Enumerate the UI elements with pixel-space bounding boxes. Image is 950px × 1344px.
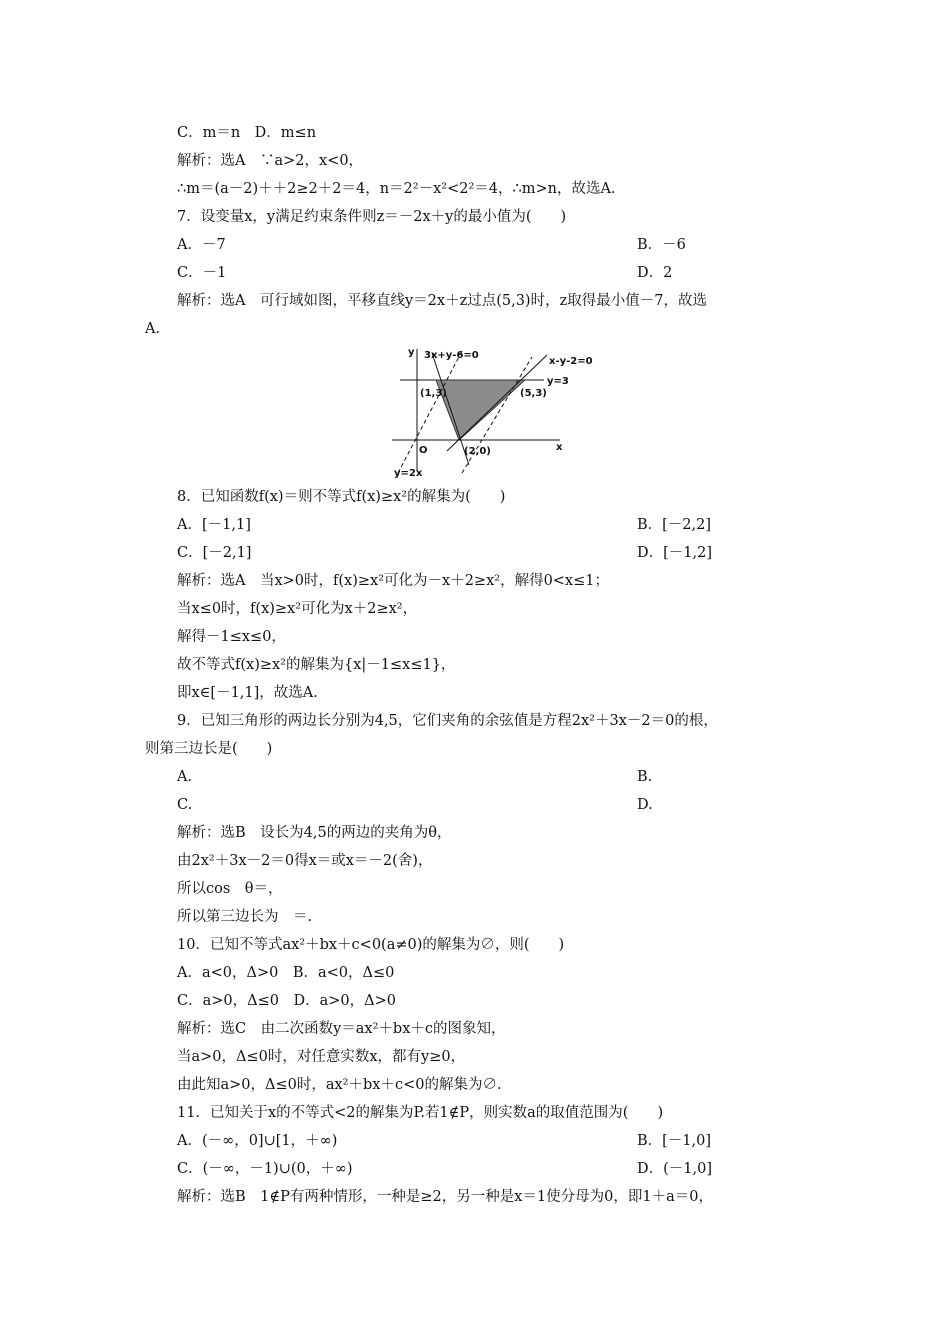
option-row <box>177 543 712 563</box>
text-line: 所以第三边长为 ＝. <box>177 909 313 925</box>
y-axis-label: y <box>408 347 415 358</box>
question-11: 11．已知关于x的不等式<2的解集为P.若1∉P，则实数a的取值范围为( ) <box>177 1105 664 1121</box>
text-line: 当x≤0时，f(x)≥x²可化为x＋2≥x²， <box>177 601 418 617</box>
option-row <box>177 767 653 787</box>
line-label: y=2x <box>394 468 423 479</box>
text-line: A. <box>145 321 161 337</box>
text-line: 当a>0，Δ≤0时，对任意实数x，都有y≥0， <box>177 1049 466 1065</box>
question-10: 10．已知不等式ax²＋bx＋c<0(a≠0)的解集为∅，则( ) <box>177 937 565 953</box>
question-7: 7．设变量x，y满足约束条件则z＝－2x＋y的最小值为( ) <box>177 209 567 225</box>
text-line: 解析：选A 当x>0时，f(x)≥x²可化为－x＋2≥x²，解得0<x≤1； <box>177 573 609 589</box>
option-row <box>177 1159 712 1179</box>
option-c: C．(－∞，－1)∪(0，＋∞) <box>177 1161 353 1177</box>
option-c: C．[－2,1] <box>177 545 252 561</box>
option-b: B．－6 <box>637 237 686 253</box>
text-line: 解析：选B 设长为4,5的两边的夹角为θ， <box>177 825 452 841</box>
option-row <box>177 795 653 815</box>
text-line: 所以cos θ＝， <box>177 881 283 897</box>
option-b: B．[－2,2] <box>637 517 712 533</box>
text-line: C．m＝n D．m≤n <box>177 125 317 141</box>
text-line: 由2x²＋3x－2＝0得x＝或x＝－2(舍)， <box>177 853 433 869</box>
option-c: C．－1 <box>177 265 227 281</box>
point-label: (5,3) <box>520 388 547 399</box>
text-line: 解得－1≤x≤0， <box>177 629 286 645</box>
point-label: (1,3) <box>420 388 447 399</box>
option-a: A. <box>177 769 193 785</box>
question-9: 9．已知三角形的两边长分别为4,5，它们夹角的余弦值是方程2x²＋3x－2＝0的根， <box>177 713 718 729</box>
text-line: 则第三边长是( ) <box>145 741 273 757</box>
option-row: A．a<0，Δ>0 B．a<0，Δ≤0 <box>177 965 395 981</box>
option-d: D．[－1,2] <box>637 545 712 561</box>
feasible-region-figure <box>392 343 602 480</box>
point-label: (2,0) <box>464 446 491 457</box>
origin-label: O <box>419 445 428 456</box>
x-axis-label: x <box>556 442 563 453</box>
option-c: C. <box>177 797 193 813</box>
text-line: 解析：选B 1∉P有两种情形，一种是≥2，另一种是x＝1使分母为0，即1＋a＝0， <box>177 1189 713 1205</box>
question-8: 8．已知函数f(x)＝则不等式f(x)≥x²的解集为( ) <box>177 489 506 505</box>
text-line: 即x∈[－1,1]，故选A. <box>177 685 318 701</box>
option-b: B．[－1,0] <box>637 1133 712 1149</box>
text-line: 解析：选C 由二次函数y＝ax²＋bx＋c的图象知， <box>177 1021 506 1037</box>
text-line: ∴m＝(a－2)＋＋2≥2＋2＝4，n＝2²－x²<2²＝4，∴m>n，故选A. <box>177 181 616 197</box>
option-row <box>177 235 686 255</box>
text-line: 解析：选A 可行域如图，平移直线y＝2x＋z过点(5,3)时，z取得最小值－7，故选 <box>177 293 707 309</box>
text-line: 故不等式f(x)≥x²的解集为{x|－1≤x≤1}， <box>177 657 456 673</box>
option-d: D．(－1,0] <box>637 1161 712 1177</box>
line-label: y=3 <box>547 376 569 387</box>
option-row <box>177 263 673 283</box>
option-d: D．2 <box>637 265 673 281</box>
text-line: 解析：选A ∵a>2，x<0， <box>177 153 364 169</box>
option-a: A．[－1,1] <box>177 517 251 533</box>
option-row <box>177 1131 712 1151</box>
line-label: x-y-2=0 <box>549 356 593 367</box>
option-a: A．(－∞，0]∪[1，＋∞) <box>177 1133 338 1149</box>
option-d: D. <box>637 797 653 813</box>
option-a: A．－7 <box>177 237 226 253</box>
line-label: 3x+y-6=0 <box>424 350 479 361</box>
text-line: 由此知a>0，Δ≤0时，ax²＋bx＋c<0的解集为∅. <box>177 1077 502 1093</box>
option-row: C．a>0，Δ≤0 D．a>0，Δ>0 <box>177 993 396 1009</box>
option-row <box>177 515 712 535</box>
option-b: B. <box>637 769 653 785</box>
